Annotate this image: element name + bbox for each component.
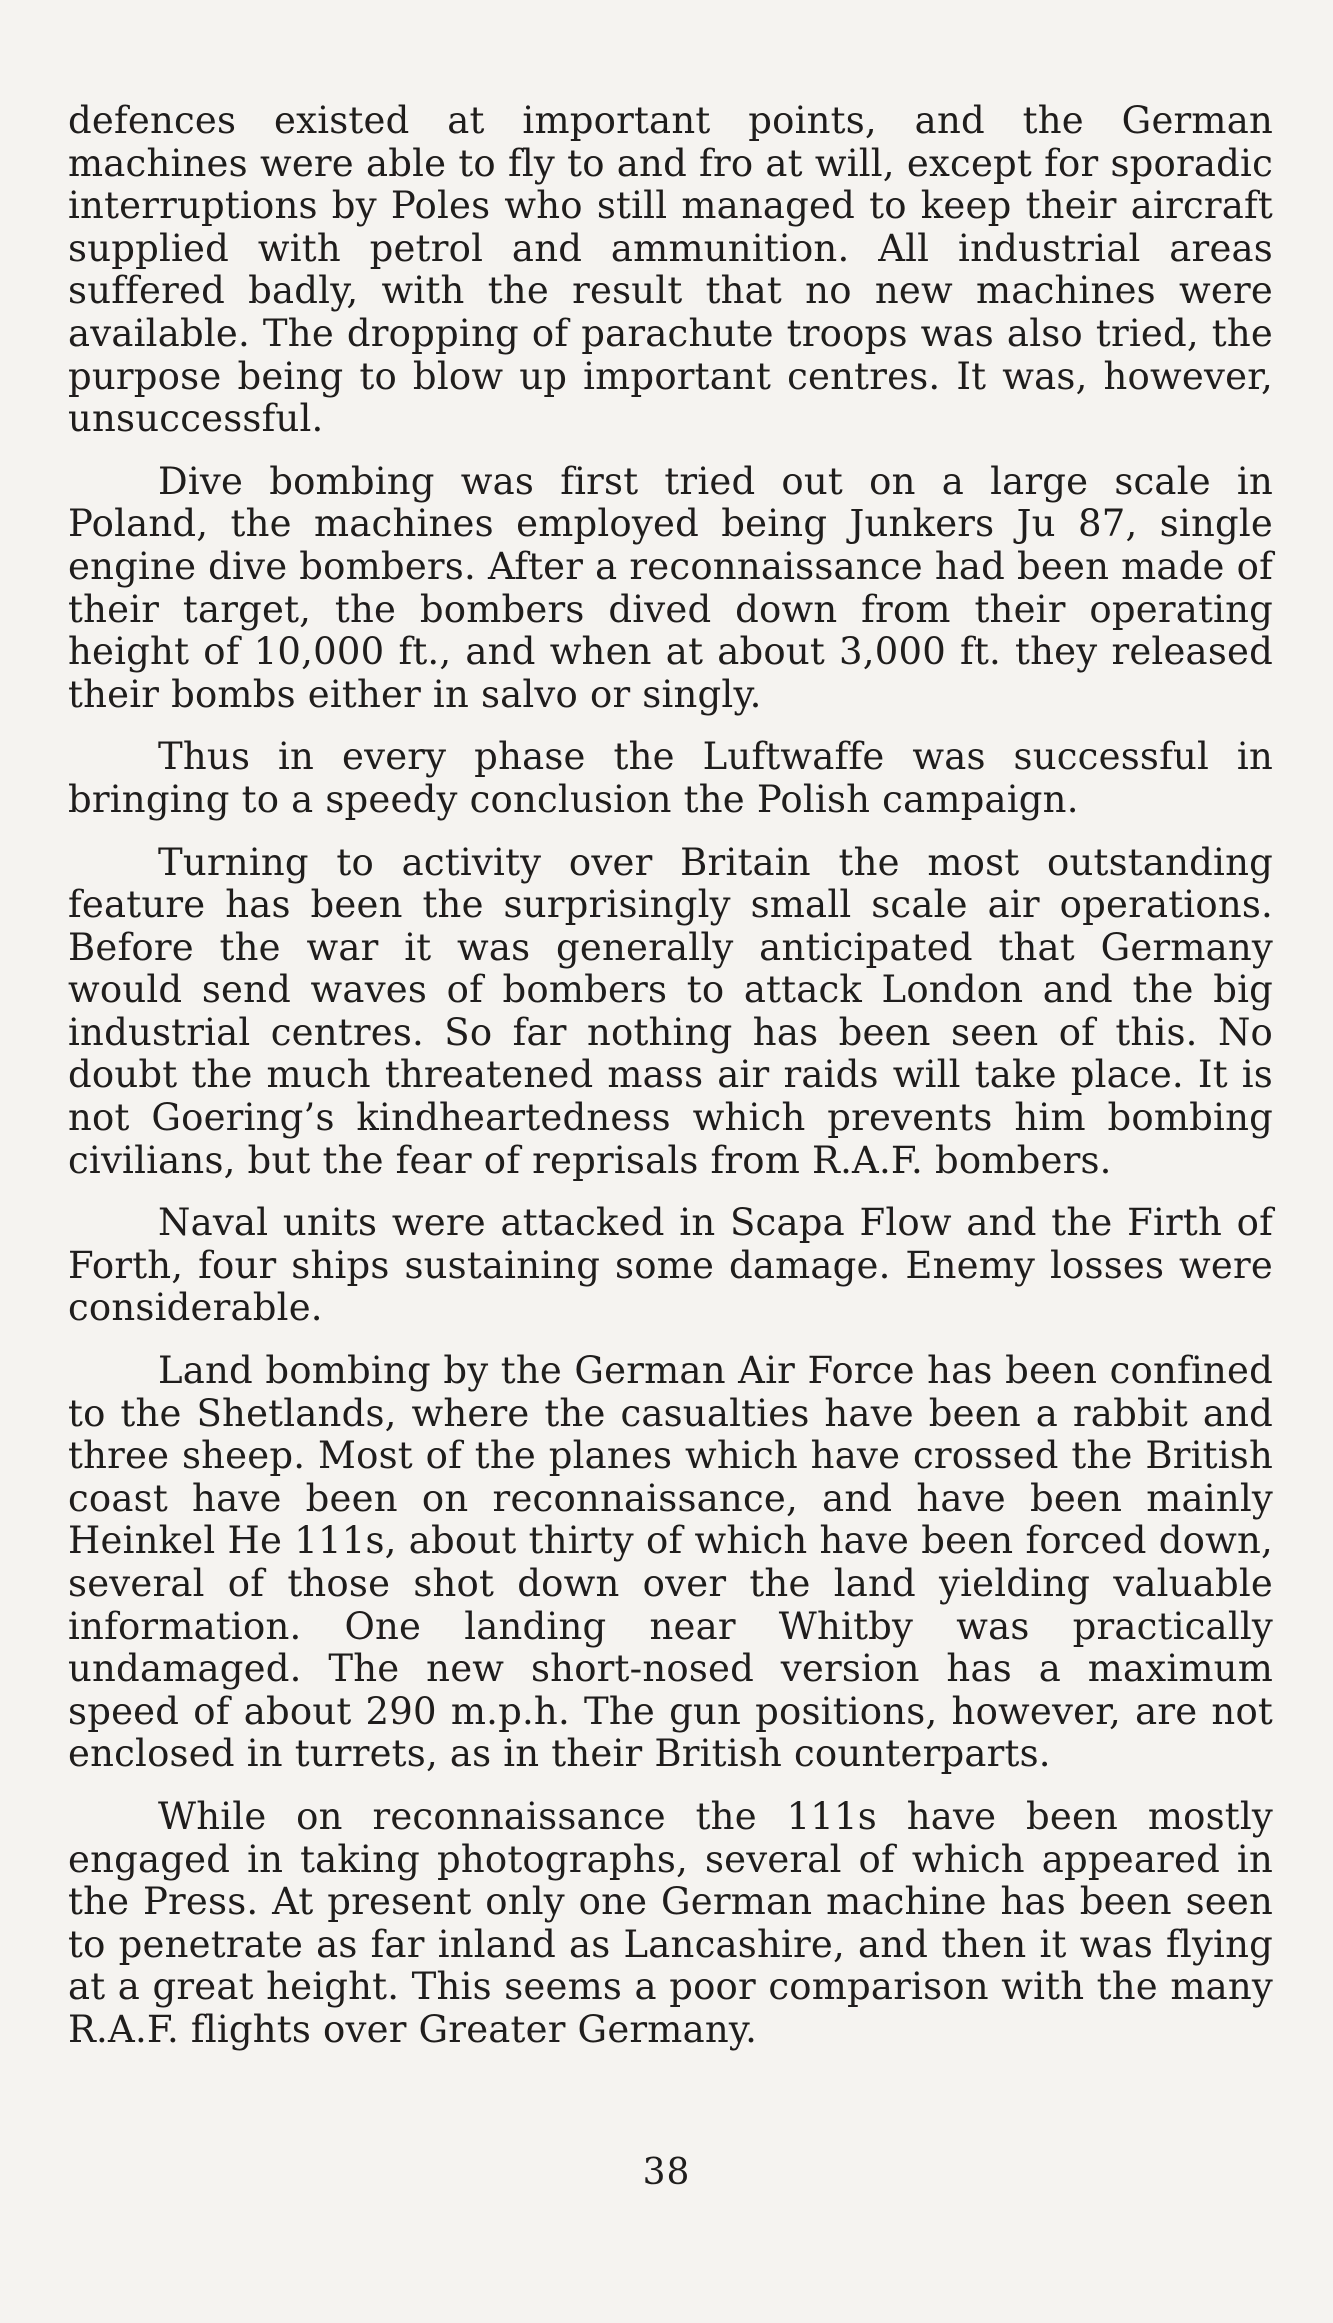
paragraph-dive-bombing: Dive bombing was first tried out on a large scale in Poland, the machines employed being Junkers Ju 87, single engine dive bombers. After a reconnaissance had been made of their target, the bombers dived down from their operating height of 10,000 ft., and when at about 3,000 ft. they released their bombs either in salvo or singly. [68, 459, 1273, 716]
paragraph-reconnaissance: While on reconnaissance the 111s have been mostly engaged in taking photographs, several of which appeared in the Press. At present only one German machine has been seen to penetrate as far inland as Lancashire, and then it was flying at a great height. This seems a poor comparison with the many R.A.F. flights over Greater Germany. [68, 1794, 1273, 2051]
paragraph-naval-units: Naval units were attacked in Scapa Flow and the Firth of Forth, four ships sustaining some damage. Enemy losses were considerable. [68, 1201, 1273, 1330]
page-number: 38 [642, 2152, 691, 2193]
paragraph-activity-over-britain: Turning to activity over Britain the most outstanding feature has been the surprisingly small scale air operations. Before the war it was generally anticipated that Germany would send waves of bombers to attack London and the big industrial centres. So far nothing has been seen of this. No doubt the much threatened mass air raids will take place. It is not Goering’s kindheartedness which prevents him bombing civilians, but the fear of reprisals from R.A.F. bombers. [68, 840, 1273, 1182]
paragraph-luftwaffe-success: Thus in every phase the Luftwaffe was successful in bringing to a speedy conclusion the Polish campaign. [68, 735, 1273, 821]
paragraph-continuation: defences existed at important points, and the German machines were able to fly to and fro at will, except for sporadic interruptions by Poles who still managed to keep their aircraft supplied with petrol and ammunition. All industrial areas suffered badly, with the result that no new machines were available. The dropping of parachute troops was also tried, the purpose being to blow up important centres. It was, however, unsuccessful. [68, 99, 1273, 441]
paragraph-land-bombing: Land bombing by the German Air Force has been confined to the Shetlands, where the casualties have been a rabbit and three sheep. Most of the planes which have crossed the British coast have been on reconnaissance, and have been mainly Heinkel He 111s, about thirty of which have been forced down, several of those shot down over the land yielding valuable information. One landing near Whitby was practically undamaged. The new short-nosed version has a maximum speed of about 290 m.p.h. The gun positions, however, are not enclosed in turrets, as in their British counterparts. [68, 1349, 1273, 1776]
body-text [68, 100, 1273, 2072]
